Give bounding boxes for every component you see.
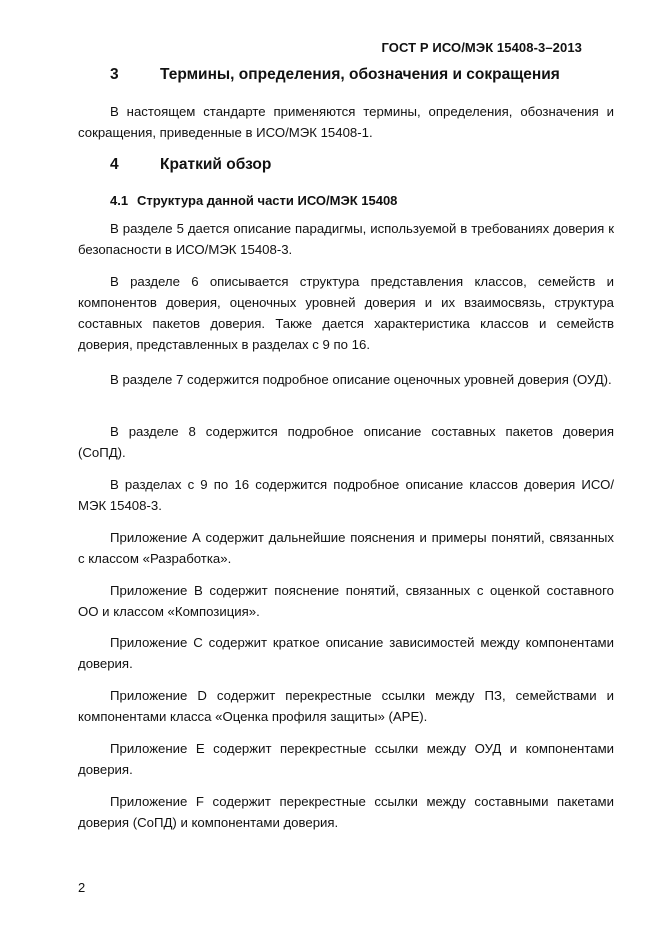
- paragraph-section-6: В разделе 6 описывается структура представления классов, семейств и компонентов доверия, оценочных уровней доверия и их взаимосвязь, структура составных пакетов доверия. Также дается характеристика классов и семейств доверия, представленных в разделах с 9 по 16.: [78, 274, 614, 352]
- section-number: 3: [110, 66, 119, 83]
- paragraph-appendix-b: Приложение В содержит пояснение понятий, связанных с оценкой составного ОО и классом «Композиция».: [78, 583, 614, 619]
- section-title: Термины, определения, обозначения и сокращения: [160, 66, 560, 83]
- section-heading-4: [110, 156, 271, 174]
- subsection-number: 4.1: [110, 193, 129, 208]
- paragraph-appendix-f: Приложение F содержит перекрестные ссылки между составными пакетами доверия (СоПД) и компонентами доверия.: [78, 794, 614, 830]
- paragraph-appendix-e: Приложение Е содержит перекрестные ссылки между ОУД и компонентами доверия.: [78, 741, 614, 777]
- subsection-title: Структура данной части ИСО/МЭК 15408: [137, 193, 398, 208]
- subsection-heading-4-1: [110, 193, 397, 208]
- paragraph-appendix-a: Приложение А содержит дальнейшие пояснения и примеры понятий, связанных с классом «Разработка».: [78, 530, 614, 566]
- section-heading-3: [110, 66, 560, 84]
- page-number: 2: [78, 880, 86, 895]
- paragraph-terms: В настоящем стандарте применяются термины, определения, обозначения и сокращения, приведенные в ИСО/МЭК 15408-1.: [78, 104, 614, 140]
- paragraph-section-5: В разделе 5 дается описание парадигмы, используемой в требованиях доверия к безопасности в ИСО/МЭК 15408-3.: [78, 221, 614, 257]
- document-header: ГОСТ Р ИСО/МЭК 15408-3–2013: [381, 40, 582, 55]
- section-number: 4: [110, 156, 119, 173]
- section-title: Краткий обзор: [160, 156, 272, 173]
- paragraph-appendix-c: Приложение С содержит краткое описание зависимостей между компонентами доверия.: [78, 635, 614, 671]
- paragraph-sections-9-16: В разделах с 9 по 16 содержится подробное описание классов доверия ИСО/МЭК 15408-3.: [78, 477, 614, 513]
- paragraph-section-7: В разделе 7 содержится подробное описание оценочных уровней доверия (ОУД).: [110, 372, 612, 387]
- paragraph-section-8: В разделе 8 содержится подробное описание составных пакетов доверия (СоПД).: [78, 424, 614, 460]
- paragraph-appendix-d: Приложение D содержит перекрестные ссылки между ПЗ, семействами и компонентами класса «Оценка профиля защиты» (APE).: [78, 688, 614, 724]
